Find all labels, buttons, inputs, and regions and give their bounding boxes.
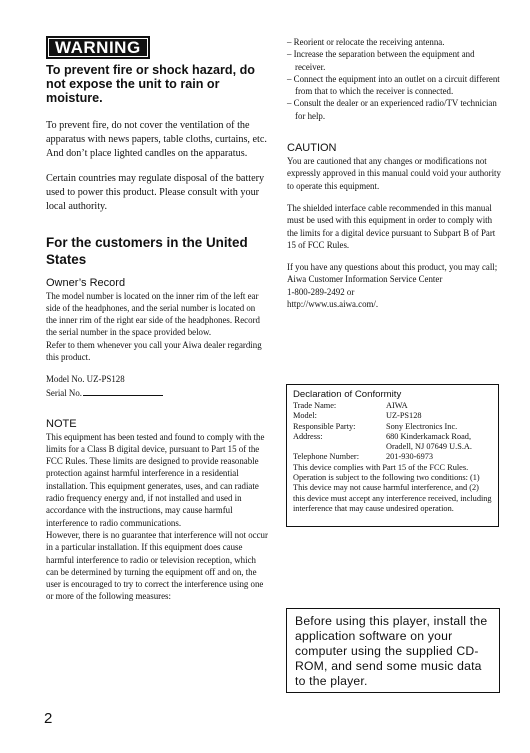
address-line-2: Oradell, NJ 07649 U.S.A. [386,442,472,452]
interference-measures-list [287,36,502,122]
list-item: – Connect the equipment into an outlet on a circuit different from that to which the receiver is connected. [287,73,500,97]
left-column [46,36,268,603]
install-software-notice: Before using this player, install the application software on your computer using the supplied CD-ROM, and send some music data to the player. [286,608,500,693]
battery-disposal-paragraph: Certain countries may regulate disposal of the battery used to power this product. Please consult with your local authority. [46,173,265,213]
serial-number-line [46,386,268,400]
refer-text: Refer to them whenever you call your Aiwa dealer regarding this product. [46,339,262,363]
owners-record-heading: Owner’s Record [46,276,126,289]
address-row-2 [293,442,492,452]
telephone-label: Telephone Number: [293,452,360,462]
right-column [287,36,502,310]
warning-heading: To prevent fire or shock hazard, do not expose the unit to rain or moisture. [46,63,256,105]
telephone-value: 201-930-6973 [386,452,434,462]
address-line-1: 680 Kinderkamack Road, [386,431,472,441]
ventilation-paragraph: To prevent fire, do not cover the ventilation of the apparatus with news papers, table cloths, curtains, etc. And don’t place lighted candles on the apparatus. [46,120,267,160]
serial-number-blank [83,386,163,396]
caution-heading: CAUTION [287,142,337,155]
trade-name-row [293,401,492,411]
us-customers-title: For the customers in the United States [46,234,248,267]
address-row [293,432,492,442]
owners-record-text: The model number is located on the inner rim of the left ear side of the headphones, and the serial number is located on the inner rim of the right ear side of the headphones. Record the serial number in the space provided below. [46,290,260,338]
model-row [293,411,492,421]
model-label: Model: [293,411,317,421]
service-website: http://www.us.aiwa.com/. [287,299,379,310]
model-number: Model No. UZ-PS128 [46,374,125,385]
trade-name-value: AIWA [386,401,408,410]
list-item: – Increase the separation between the equipment and receiver. [287,49,475,72]
questions-text: If you have any questions about this product, you may call; [287,262,498,273]
page-number: 2 [44,710,53,727]
list-item: – Consult the dealer or an experienced radio/TV technician for help. [287,98,497,121]
note-heading: NOTE [46,417,77,430]
caution-text: You are cautioned that any changes or modifications not expressly approved in this manual could void your authority to operate this equipment. [287,156,501,191]
telephone-row [293,452,492,462]
responsible-party-label: Responsible Party: [293,421,356,431]
warning-badge: WARNING [46,36,150,59]
list-item: – Reorient or relocate the receiving antenna. [287,37,445,47]
declaration-title: Declaration of Conformity [293,389,402,400]
serial-number-label: Serial No. [46,387,82,398]
fcc-compliance-statement: This device complies with Part 15 of the FCC Rules. Operation is subject to the following two conditions: (1) This device may not cause harmful interference, and (2) this device must accept any interference received, including interference that may cause undesired operation. [293,462,492,513]
note-text-1: This equipment has been tested and found to comply with the limits for a Class B digital device, pursuant to Part 15 of the FCC Rules. These limits are designed to provide reasonable protection against harmful interference in a residential installation. This equipment generates, uses, and can radiate radio frequency energy and, if not installed and used in accordance with the instructions, may cause harmful interference to radio communications. [46,431,265,528]
note-text-2: However, there is no guarantee that interference will not occur in a particular installation. If this equipment does cause harmful interference to radio or television reception, which can be determined by turning the equipment off and on, the user is encouraged to try to correct the interference using one or more of the following measures: [46,529,268,602]
shielded-cable-text: The shielded interface cable recommended in this manual must be used with this equipment in order to comply with the limits for a digital device pursuant to Subpart B of Part 15 of FCC Rules. [287,202,496,250]
declaration-of-conformity-box [286,384,499,527]
service-phone: 1-800-289-2492 or [287,286,355,297]
trade-name-label: Trade Name: [293,401,337,410]
responsible-party-row [293,422,492,432]
responsible-party-value: Sony Electronics Inc. [386,421,458,431]
address-label: Address: [293,431,323,441]
service-center-name: Aiwa Customer Information Service Center [287,274,443,285]
model-value: UZ-PS128 [386,411,422,421]
